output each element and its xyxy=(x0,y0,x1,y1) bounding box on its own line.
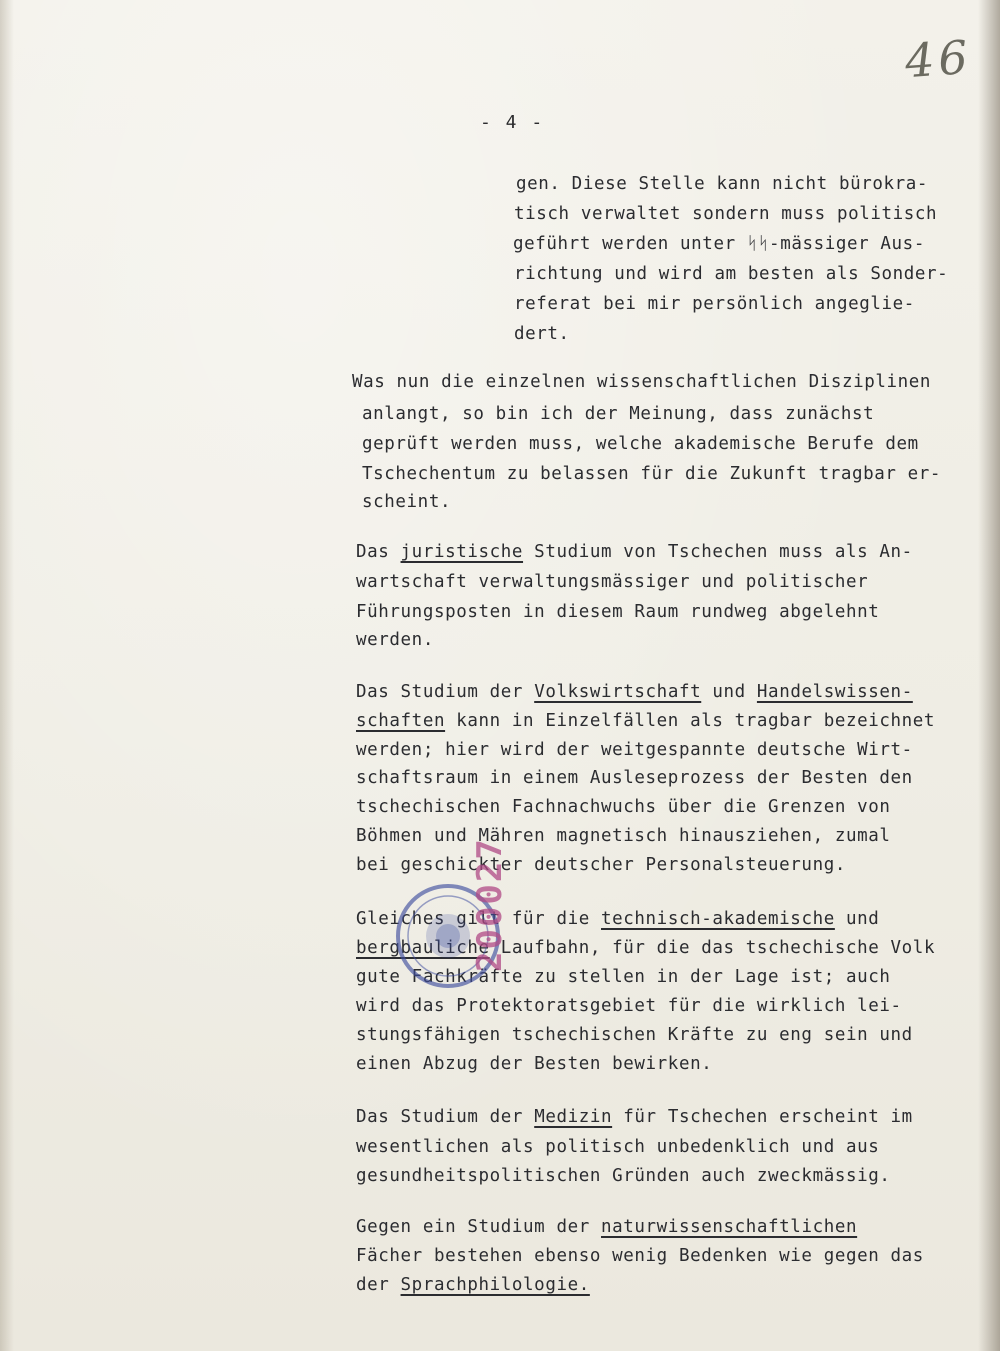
paragraph-line: Gegen ein Studium der naturwissenschaftlichen xyxy=(356,1217,858,1237)
underlined-term: Medizin xyxy=(534,1107,613,1127)
underlined-term: schaften xyxy=(356,711,446,731)
continuation-line: gen. Diese Stelle kann nicht bürokra- xyxy=(516,174,929,194)
paragraph-line: Fächer bestehen ebenso wenig Bedenken wie gegen das xyxy=(356,1246,924,1266)
archive-number-stamp: 200027 xyxy=(470,837,510,972)
paragraph-line: werden. xyxy=(356,630,434,650)
paragraph-line: gesundheitspolitischen Gründen auch zweckmässig. xyxy=(356,1166,891,1186)
paragraph-line: wartschaft verwaltungsmässiger und politischer xyxy=(356,572,869,592)
paragraph-line: gute Fachkräfte zu stellen in der Lage ist; auch xyxy=(356,967,891,987)
underlined-term: Volkswirtschaft xyxy=(534,682,702,702)
paragraph-line: geprüft werden muss, welche akademische Berufe dem xyxy=(362,434,919,454)
paragraph-line: Das Studium der Volkswirtschaft und Handelswissen- xyxy=(356,682,913,702)
underlined-term: bergbauliche xyxy=(356,938,490,958)
paragraph-line: einen Abzug der Besten bewirken. xyxy=(356,1054,713,1074)
paragraph-line: Das Studium der Medizin für Tschechen erscheint im xyxy=(356,1107,913,1127)
underlined-term: Sprachphilologie. xyxy=(400,1275,590,1295)
paragraph-line: bergbauliche Laufbahn, für die das tschechische Volk xyxy=(356,938,936,958)
paragraph-line: schaftsraum in einem Ausleseprozess der Besten den xyxy=(356,768,913,788)
paragraph-line: wird das Protektoratsgebiet für die wirklich lei- xyxy=(356,996,902,1016)
paragraph-line: tschechischen Fachnachwuchs über die Grenzen von xyxy=(356,797,891,817)
continuation-line: tisch verwaltet sondern muss politisch xyxy=(514,204,938,224)
underlined-term: naturwissenschaftlichen xyxy=(601,1217,858,1237)
paragraph-line: Das juristische Studium von Tschechen muss als An- xyxy=(356,542,913,562)
paragraph-line: Führungsposten in diesem Raum rundweg abgelehnt xyxy=(356,602,880,622)
underlined-term: juristische xyxy=(400,542,524,562)
paragraph-line: wesentlichen als politisch unbedenklich und aus xyxy=(356,1137,880,1157)
paragraph-line: Tschechentum zu belassen für die Zukunft tragbar er- xyxy=(362,464,942,484)
paragraph-line: anlangt, so bin ich der Meinung, dass zunächst xyxy=(362,404,875,424)
underlined-term: technisch-akademische xyxy=(601,909,835,929)
paragraph-line: stungsfähigen tschechischen Kräfte zu eng sein und xyxy=(356,1025,913,1045)
continuation-line: geführt werden unter ᛋᛋ-mässiger Aus- xyxy=(513,234,925,254)
underlined-term: Handelswissen- xyxy=(756,682,913,702)
paragraph-line: bei geschickter deutscher Personalsteuerung. xyxy=(356,855,846,875)
continuation-line: richtung und wird am besten als Sonder- xyxy=(514,264,949,284)
paragraph-line: der Sprachphilologie. xyxy=(356,1275,590,1295)
paragraph-line: schaften kann in Einzelfällen als tragbar bezeichnet xyxy=(356,711,936,731)
continuation-line: dert. xyxy=(514,324,570,344)
page-number: - 4 - xyxy=(480,112,545,133)
paragraph-line: Gleiches gilt für die technisch-akademische und xyxy=(356,909,880,929)
paragraph-line: scheint. xyxy=(362,492,452,512)
paragraph-line: Was nun die einzelnen wissenschaftlichen Disziplinen xyxy=(352,372,932,392)
paragraph-line: werden; hier wird der weitgespannte deutsche Wirt- xyxy=(356,740,913,760)
folio-number: 46 xyxy=(903,29,974,89)
paragraph-line: Böhmen und Mähren magnetisch hinausziehen, zumal xyxy=(356,826,891,846)
continuation-line: referat bei mir persönlich angeglie- xyxy=(514,294,915,314)
